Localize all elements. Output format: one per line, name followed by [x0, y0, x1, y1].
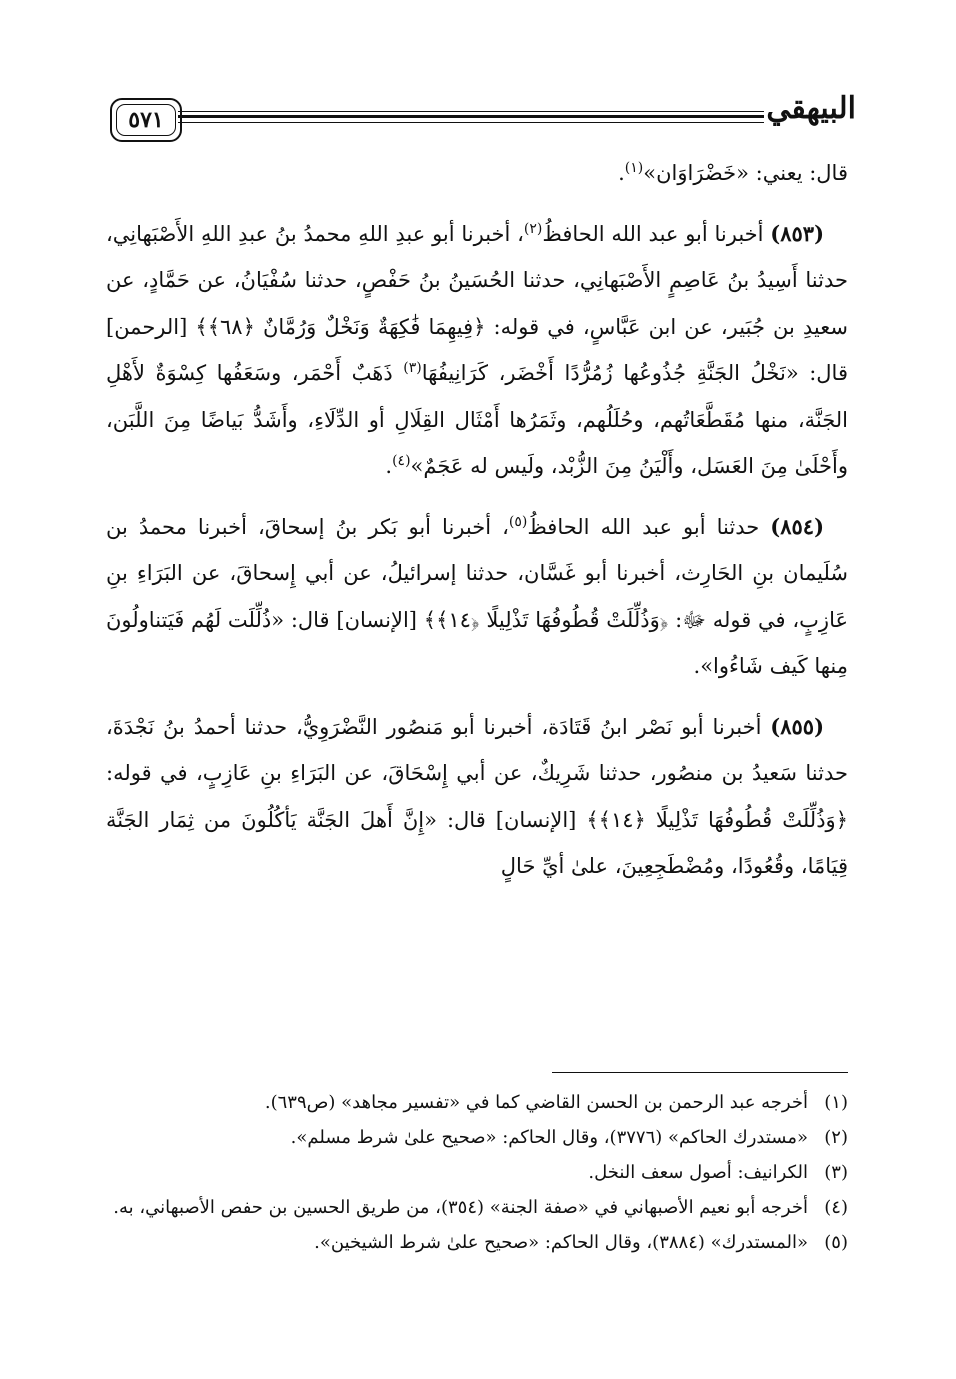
footnote-item: (١)أخرجه عبد الرحمن بن الحسن القاضي كما في «تفسير مجاهد» (ص٦٣٩). — [264, 1092, 848, 1113]
hadith-number-853: (٨٥٣) — [770, 220, 824, 246]
header-rule-thin — [178, 111, 764, 112]
page-number-box — [110, 98, 182, 142]
footnote-ref-2: (٢) — [523, 220, 543, 237]
book-title: البيهقي — [766, 91, 856, 126]
footnote-item: (٤)أخرجه أبو نعيم الأصبهاني في «صفة الجنة» (٣٥٤)، من طريق الحسين بن حفص الأصبهاني، به. — [113, 1197, 848, 1218]
hadith-number-854: (٨٥٤) — [770, 513, 824, 539]
footnotes — [106, 1085, 848, 1260]
hadith-854: (٨٥٤) حدثنا أبو عبد الله الحافظُ$^{(٥)}$، أخبرنا أبو بَكر بنُ إسحاقَ، أخبرنا محمدُ بن سُلَيمان بنِ الحَارِث، أخبرنا أبو غَسَّان، حدثنا إسرائيلُ، عن أبي إِسحاقَ، عن البَرَاءِ بنِ عَازِبٍ، في قوله ﷻ: ﴿وَذُلِّلَتْ قُطُوفُهَا تَذْلِيلًا ﴿١٤﴾﴾ [الإنسان] قال: «ذُلِّلَت لَهُم فَيَتناولُونَ مِنها كَيف شَاءُوا». — [106, 513, 848, 678]
page-header — [110, 92, 856, 148]
footnote-item: (٣)الكرانيف: أصول سعف النخل. — [588, 1162, 848, 1183]
header-rule-thin-lower — [178, 122, 764, 123]
page-number: ٥٧١ — [128, 107, 164, 133]
footnote-item: (٥)«المستدرك» (٣٨٨٤)، وقال الحاكم: «صحيح علىٰ شرط الشيخين». — [314, 1232, 848, 1253]
hadith-number-855: (٨٥٥) — [770, 713, 824, 739]
footnote-ref-5: (٥) — [508, 513, 528, 530]
footnote-ref-3: (٣) — [403, 360, 422, 376]
footnote-item: (٢)«مستدرك الحاكم» (٣٧٧٦)، وقال الحاكم: «صحيح علىٰ شرط مسلم». — [290, 1127, 848, 1148]
hadith-855: (٨٥٥) أخبرنا أبو نَصْر ابنُ قَتَادَة، أخبرنا أبو مَنصُور النَّضْرَوِيُّ، حدثنا أحمدُ بنُ نَجْدَةَ، حدثنا سَعيدُ بن منصُور، حدثنا شَرِيكٌ، عن أبي إِسْحَاقَ، عن البَرَاءِ بنِ عَازِبٍ، في قوله: ﴿وَذُلِّلَتْ قُطُوفُهَا تَذْلِيلًا ﴿١٤﴾﴾ [الإنسان] قال: «إِنَّ أَهلَ الجَنَّة يَأكُلُونَ من ثِمَار الجَنَّة قِيَامًا، وقُعُودًا، ومُضْطَجِعِينَ، علىٰ أيِّ حَالٍ — [106, 713, 848, 878]
footnote-ref-1: (١) — [624, 160, 644, 176]
main-text — [106, 150, 848, 890]
intro-line: قال: يعني: «خَضْرَاوَان»$^{(١)}$. — [618, 160, 848, 185]
footnote-divider — [552, 1072, 848, 1073]
header-rule-thick — [178, 115, 764, 118]
hadith-853: (٨٥٣) أخبرنا أبو عبد الله الحافظُ$^{(٢)}$، أخبرنا أبو عبدِ اللهِ محمدُ بنُ عبدِ اللهِ الأَصْبَهانِي، حدثنا أَسِيدُ بنُ عَاصِمٍ الأَصْبَهانِي، حدثنا الحُسَينُ بنُ حَفْصٍ، حدثنا سُفْيَانُ، عن حَمَّادٍ، عن سعيدِ بن جُبَير، عن ابن عَبَّاسٍ، في قوله: ﴿فِيهِمَا فَٰكِهَةٌ وَنَخْلٌ وَرُمَّانٌ ﴿٦٨﴾﴾ [الرحمن] قال: «نَخْلُ الجَنَّةِ جُذُوعُها زُمُرُّدًا أَخْضَر، كَرَانِيفُهَا$^{(٣)}$ ذَهَبٌ أَحْمَر، وسَعَفُها كِسْوَةٌ لأَهْلِ الجَنَّة، منها مُقَطَّعَاتُهم، وحُلَلُهم، وثَمَرُها أَمْثَال القِلَالِ أو الدِّلَاءِ، وأَشَدُّ بَياضًا مِنَ اللَّبَن، وأَحْلَىٰ مِنَ العَسَل، وأَلْيَنُ مِنَ الزُّبْد، ولَيس له عَجَمٌ»$^{(٤)}$. — [106, 220, 848, 478]
footnote-ref-4: (٤) — [392, 453, 411, 469]
